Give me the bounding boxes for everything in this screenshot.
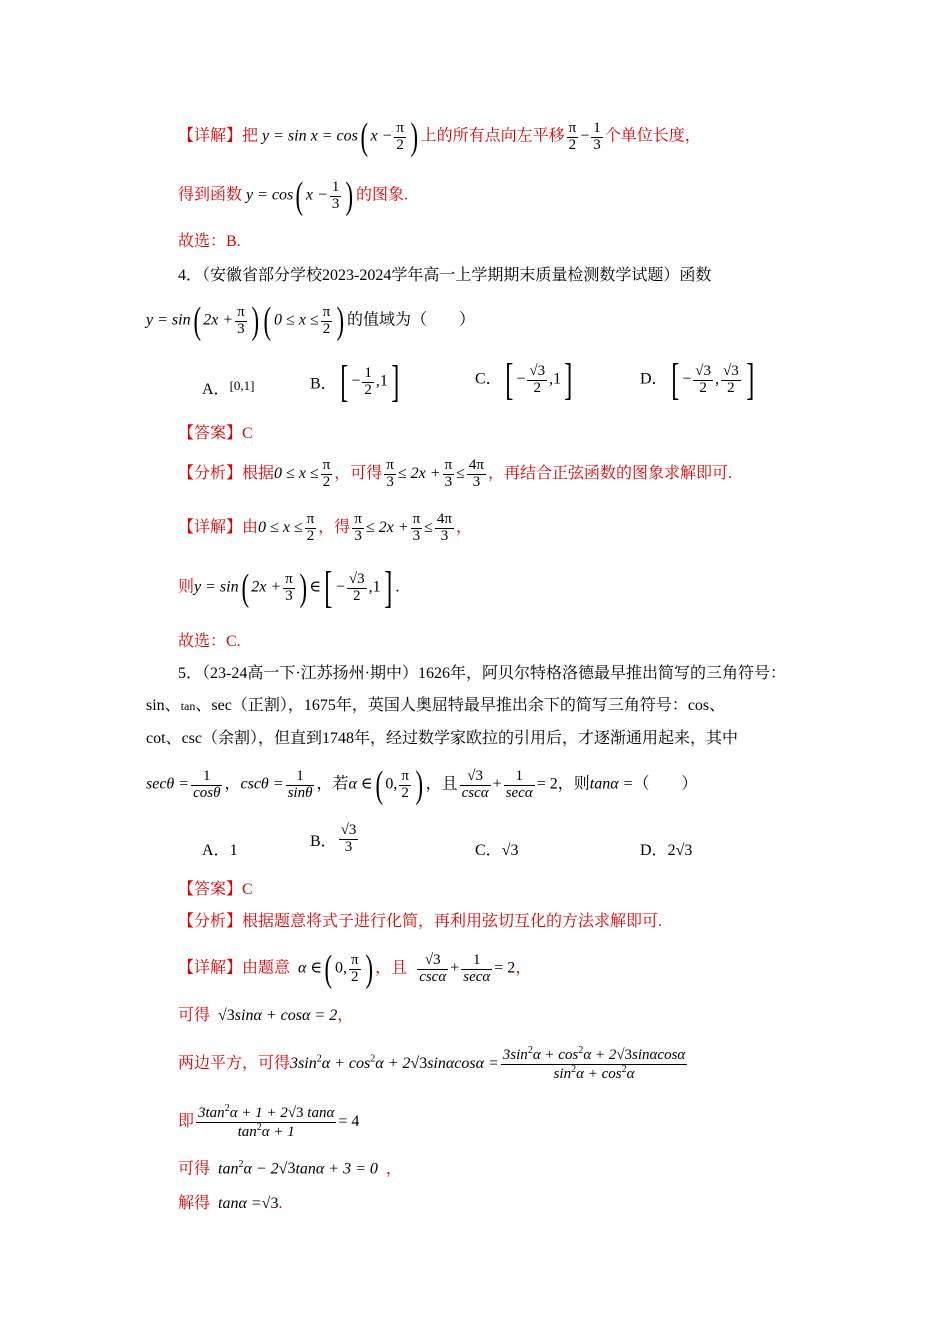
detail-line-1: 【详解】把 y = sin x = cos( x − $\frac{\pi}{2}$ ) 上的所有点向左平移 $\frac{\pi}{2}$ − $\frac{1}{3}$ 个单位长度， xyxy=(178,116,701,158)
q5-option-d[interactable]: D．2√3 xyxy=(640,842,693,859)
q5-analysis: 【分析】根据题意将式子进行化简，再利用弦切互化的方法求解即可. xyxy=(178,913,663,930)
q4-option-a[interactable]: A．[0,1] xyxy=(202,378,255,398)
q5-step-5: 解得 tanα =√3. xyxy=(178,1195,283,1212)
q5-stem-2: sin、tan、sec（正割），1675年，英国人奥屈特最早推出余下的简写三角符号：cos、 xyxy=(146,697,726,714)
q4-function: y = sin( 2x + $\frac{\pi}{3}$ ) ( 0 ≤ x ≤ $\frac{\pi}{2}$ ) 的值域为（ ） xyxy=(146,300,475,342)
q4-option-c[interactable]: C．[ − $\frac{√3}{2}$ ,1] xyxy=(475,355,573,404)
q5-option-c[interactable]: C．√3 xyxy=(475,842,519,859)
q5-detail: 【详解】由题意 α ∈( 0, $\frac{\pi}{2}$ ) ，且 $\frac{√3}{\csc\alpha}$ + $\frac{1}{\sec\alpha}$ = 2， xyxy=(178,948,532,990)
choose-b: 故选：B. xyxy=(178,233,241,250)
q4-detail: 【详解】由0 ≤ x ≤ $\frac{\pi}{2}$ ，得 $\frac{\pi}{3}$ ≤ 2x + $\frac{\pi}{3}$ ≤ $\frac{4\pi}{3}$ ， xyxy=(178,511,473,544)
detail-tag: 【详解】 xyxy=(178,127,243,145)
q4-choose: 故选：C. xyxy=(178,633,241,650)
q5-stem-1: 5．（23-24高一下·江苏扬州·期中）1626年，阿贝尔特格洛德最早推出简写的三角符号： xyxy=(178,665,786,682)
q5-answer: 【答案】C xyxy=(178,881,253,898)
q4-option-b[interactable]: B．[ − $\frac{1}{2}$ ,1] xyxy=(310,357,400,406)
q5-step-3: 即 $\frac{3\tan^2\alpha + 1 + 2√3 \tan\alpha}{\tan^2\alpha + 1}$ = 4 xyxy=(178,1103,360,1140)
q5-option-b[interactable]: B． $\frac{√3}{3}$ xyxy=(310,822,357,855)
q4-analysis: 【分析】根据0 ≤ x ≤ $\frac{\pi}{2}$ ，可得 $\frac{\pi}{3}$ ≤ 2x + $\frac{\pi}{3}$ ≤ $\frac{4\pi}{3}$ ，再结合正弦函数的图象求解即可. xyxy=(178,457,733,490)
q4-stem: 4．（安徽省部分学校2023-2024学年高一上学期期末质量检测数学试题）函数 xyxy=(178,267,712,284)
q5-stem-3: cot、csc（余割），但直到1748年，经过数学家欧拉的引用后，才逐渐通用起来，其中 xyxy=(146,730,739,747)
q5-stem-4: secθ = $\frac{1}{\cos\theta}$ ，cscθ = $\frac{1}{\sin\theta}$ ，若α ∈( 0, $\frac{\pi}{2}$ ) ，且 $\frac{√3}{\csc\alpha}$ + $\frac{1}{\sec\alpha}$ = 2，则tanα =（ ） xyxy=(146,764,698,806)
q5-step-4: 可得 $\tan^2\alpha - 2√3\tan\alpha + 3 = 0$ ， xyxy=(178,1159,402,1178)
q4-answer: 【答案】C xyxy=(178,425,253,442)
q5-step-1: 可得 √3sinα + cosα = 2， xyxy=(178,1007,354,1024)
q4-then: 则y = sin( 2x + $\frac{\pi}{3}$ ) ∈[ − $\frac{√3}{2}$ ,1] . xyxy=(178,563,400,612)
q5-option-a[interactable]: A．1 xyxy=(202,842,238,859)
q4-option-d[interactable]: D．[ − $\frac{√3}{2}$ , $\frac{√3}{2}$ ] xyxy=(640,355,755,404)
detail-line-2: 得到函数 y = cos( x − $\frac{1}{3}$ ) 的图象. xyxy=(178,175,408,217)
q5-step-2: 两边平方，可得$3\sin^2\alpha + \cos^2\alpha + 2√3\sin\alpha\cos\alpha$ = $\frac{3\sin^2\alpha + \cos^2\alpha + 2√3\sin\alpha\cos\alpha}{\sin^2\alpha + \cos^2\alpha}$ xyxy=(178,1045,686,1082)
